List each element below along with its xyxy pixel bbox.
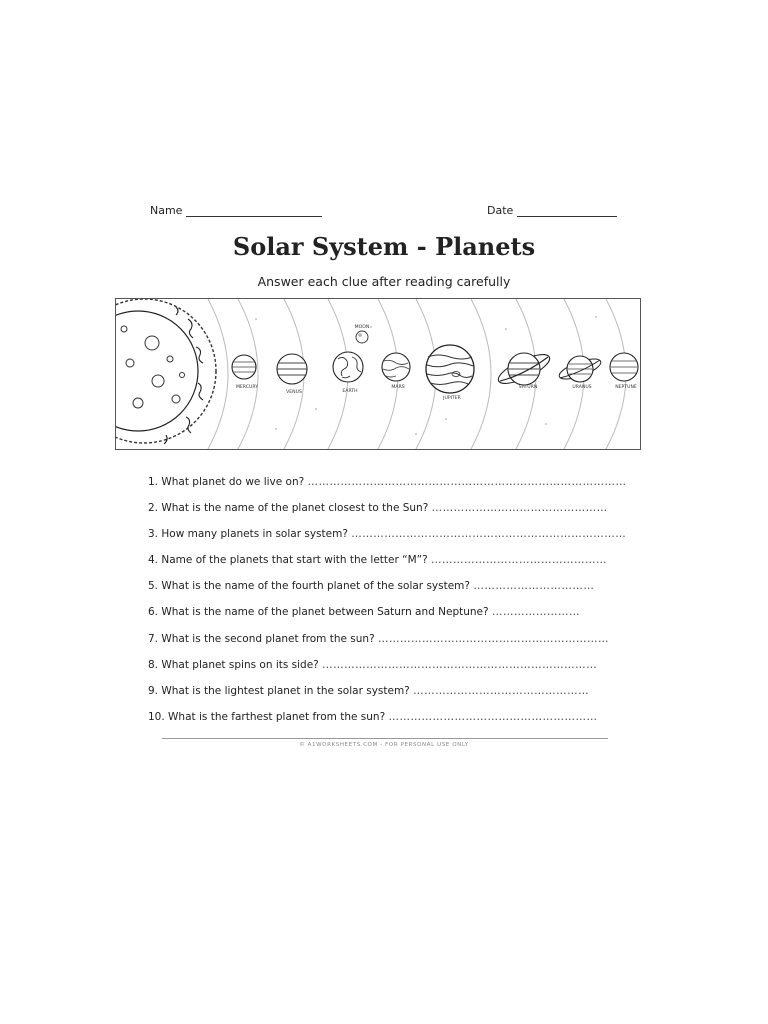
question-number: 9. xyxy=(148,684,159,697)
question-number: 5. xyxy=(148,580,159,593)
question-list xyxy=(148,476,640,737)
question-number: 1. xyxy=(148,476,159,488)
answer-blank[interactable]: ………………………………………… xyxy=(431,502,608,515)
question-text: What is the second planet from the sun? xyxy=(161,632,375,645)
question-number: 6. xyxy=(148,606,159,619)
question-item xyxy=(148,659,640,685)
venus-icon xyxy=(277,354,307,384)
question-text: What planet spins on its side? xyxy=(161,658,319,671)
moon-icon xyxy=(356,331,368,343)
answer-blank[interactable]: ………………………………………………… xyxy=(388,710,598,723)
question-number: 3. xyxy=(148,528,159,541)
uranus-icon xyxy=(557,355,603,383)
question-number: 4. xyxy=(148,554,159,567)
question-item xyxy=(148,711,640,737)
page-title: Solar System - Planets xyxy=(232,232,536,261)
question-text: What planet do we live on? xyxy=(161,476,305,488)
name-label: Name xyxy=(150,204,183,217)
question-item xyxy=(148,633,640,659)
date-label: Date xyxy=(487,204,514,217)
jupiter-label: JUPITER xyxy=(443,396,461,401)
name-blank-line[interactable] xyxy=(186,205,322,217)
question-text: How many planets in solar system? xyxy=(161,528,348,541)
question-item xyxy=(148,502,640,528)
star-dots xyxy=(255,316,597,435)
answer-blank[interactable]: …………………………………………………………………………… xyxy=(307,476,627,488)
question-number: 8. xyxy=(148,658,159,671)
footer-divider xyxy=(162,738,608,739)
question-item xyxy=(148,528,640,554)
question-number: 10. xyxy=(148,710,165,723)
mars-label: MARS xyxy=(391,385,405,390)
mercury-label: MERCURY xyxy=(235,385,259,390)
question-text: What is the name of the planet closest to the Sun? xyxy=(161,502,429,515)
venus-label: VENUS xyxy=(286,390,302,395)
footer-credit: © A1WORKSHEETS.COM - FOR PERSONAL USE ONLY xyxy=(299,742,469,748)
question-text: Name of the planets that start with the letter “M”? xyxy=(161,554,428,567)
question-text: What is the name of the planet between Saturn and Neptune? xyxy=(161,606,489,619)
jupiter-icon xyxy=(426,345,474,393)
date-blank-line[interactable] xyxy=(517,205,617,217)
answer-blank[interactable]: ………………………………………… xyxy=(431,554,607,567)
question-number: 2. xyxy=(148,502,159,515)
mars-icon xyxy=(382,353,410,381)
answer-blank[interactable]: ………………………………………… xyxy=(413,684,590,697)
sun-icon xyxy=(116,299,216,444)
solar-system-illustration xyxy=(115,298,641,450)
question-text: What is the lightest planet in the solar system? xyxy=(161,684,410,697)
orbit-arcs xyxy=(208,299,626,449)
question-item xyxy=(148,606,640,632)
question-item xyxy=(148,554,640,580)
question-item xyxy=(148,580,640,606)
uranus-label: URANUS xyxy=(572,385,592,390)
answer-blank[interactable]: …………………… xyxy=(491,606,580,619)
answer-blank[interactable]: …………………………… xyxy=(473,580,595,593)
question-text: What is the name of the fourth planet of the solar system? xyxy=(161,580,470,593)
name-field xyxy=(150,204,322,217)
question-text: What is the farthest planet from the sun? xyxy=(168,710,386,723)
saturn-label: SATURN xyxy=(518,385,538,390)
question-item xyxy=(148,476,640,502)
neptune-label: NEPTUNE xyxy=(615,385,637,390)
answer-blank[interactable]: ………………………………………………………………… xyxy=(322,658,598,671)
moon-label: MOON xyxy=(354,325,370,330)
question-number: 7. xyxy=(148,632,159,645)
neptune-icon xyxy=(610,353,638,381)
page-subtitle: Answer each clue after reading carefully xyxy=(257,274,511,289)
date-field xyxy=(487,204,617,217)
saturn-icon xyxy=(495,349,553,389)
answer-blank[interactable]: ……………………………………………………… xyxy=(378,632,610,645)
answer-blank[interactable]: ………………………………………………………………… xyxy=(351,528,627,541)
earth-icon xyxy=(333,352,363,382)
solar-system-svg xyxy=(116,299,640,449)
mercury-icon xyxy=(232,355,256,379)
question-item xyxy=(148,685,640,711)
earth-label: EARTH xyxy=(342,389,358,394)
